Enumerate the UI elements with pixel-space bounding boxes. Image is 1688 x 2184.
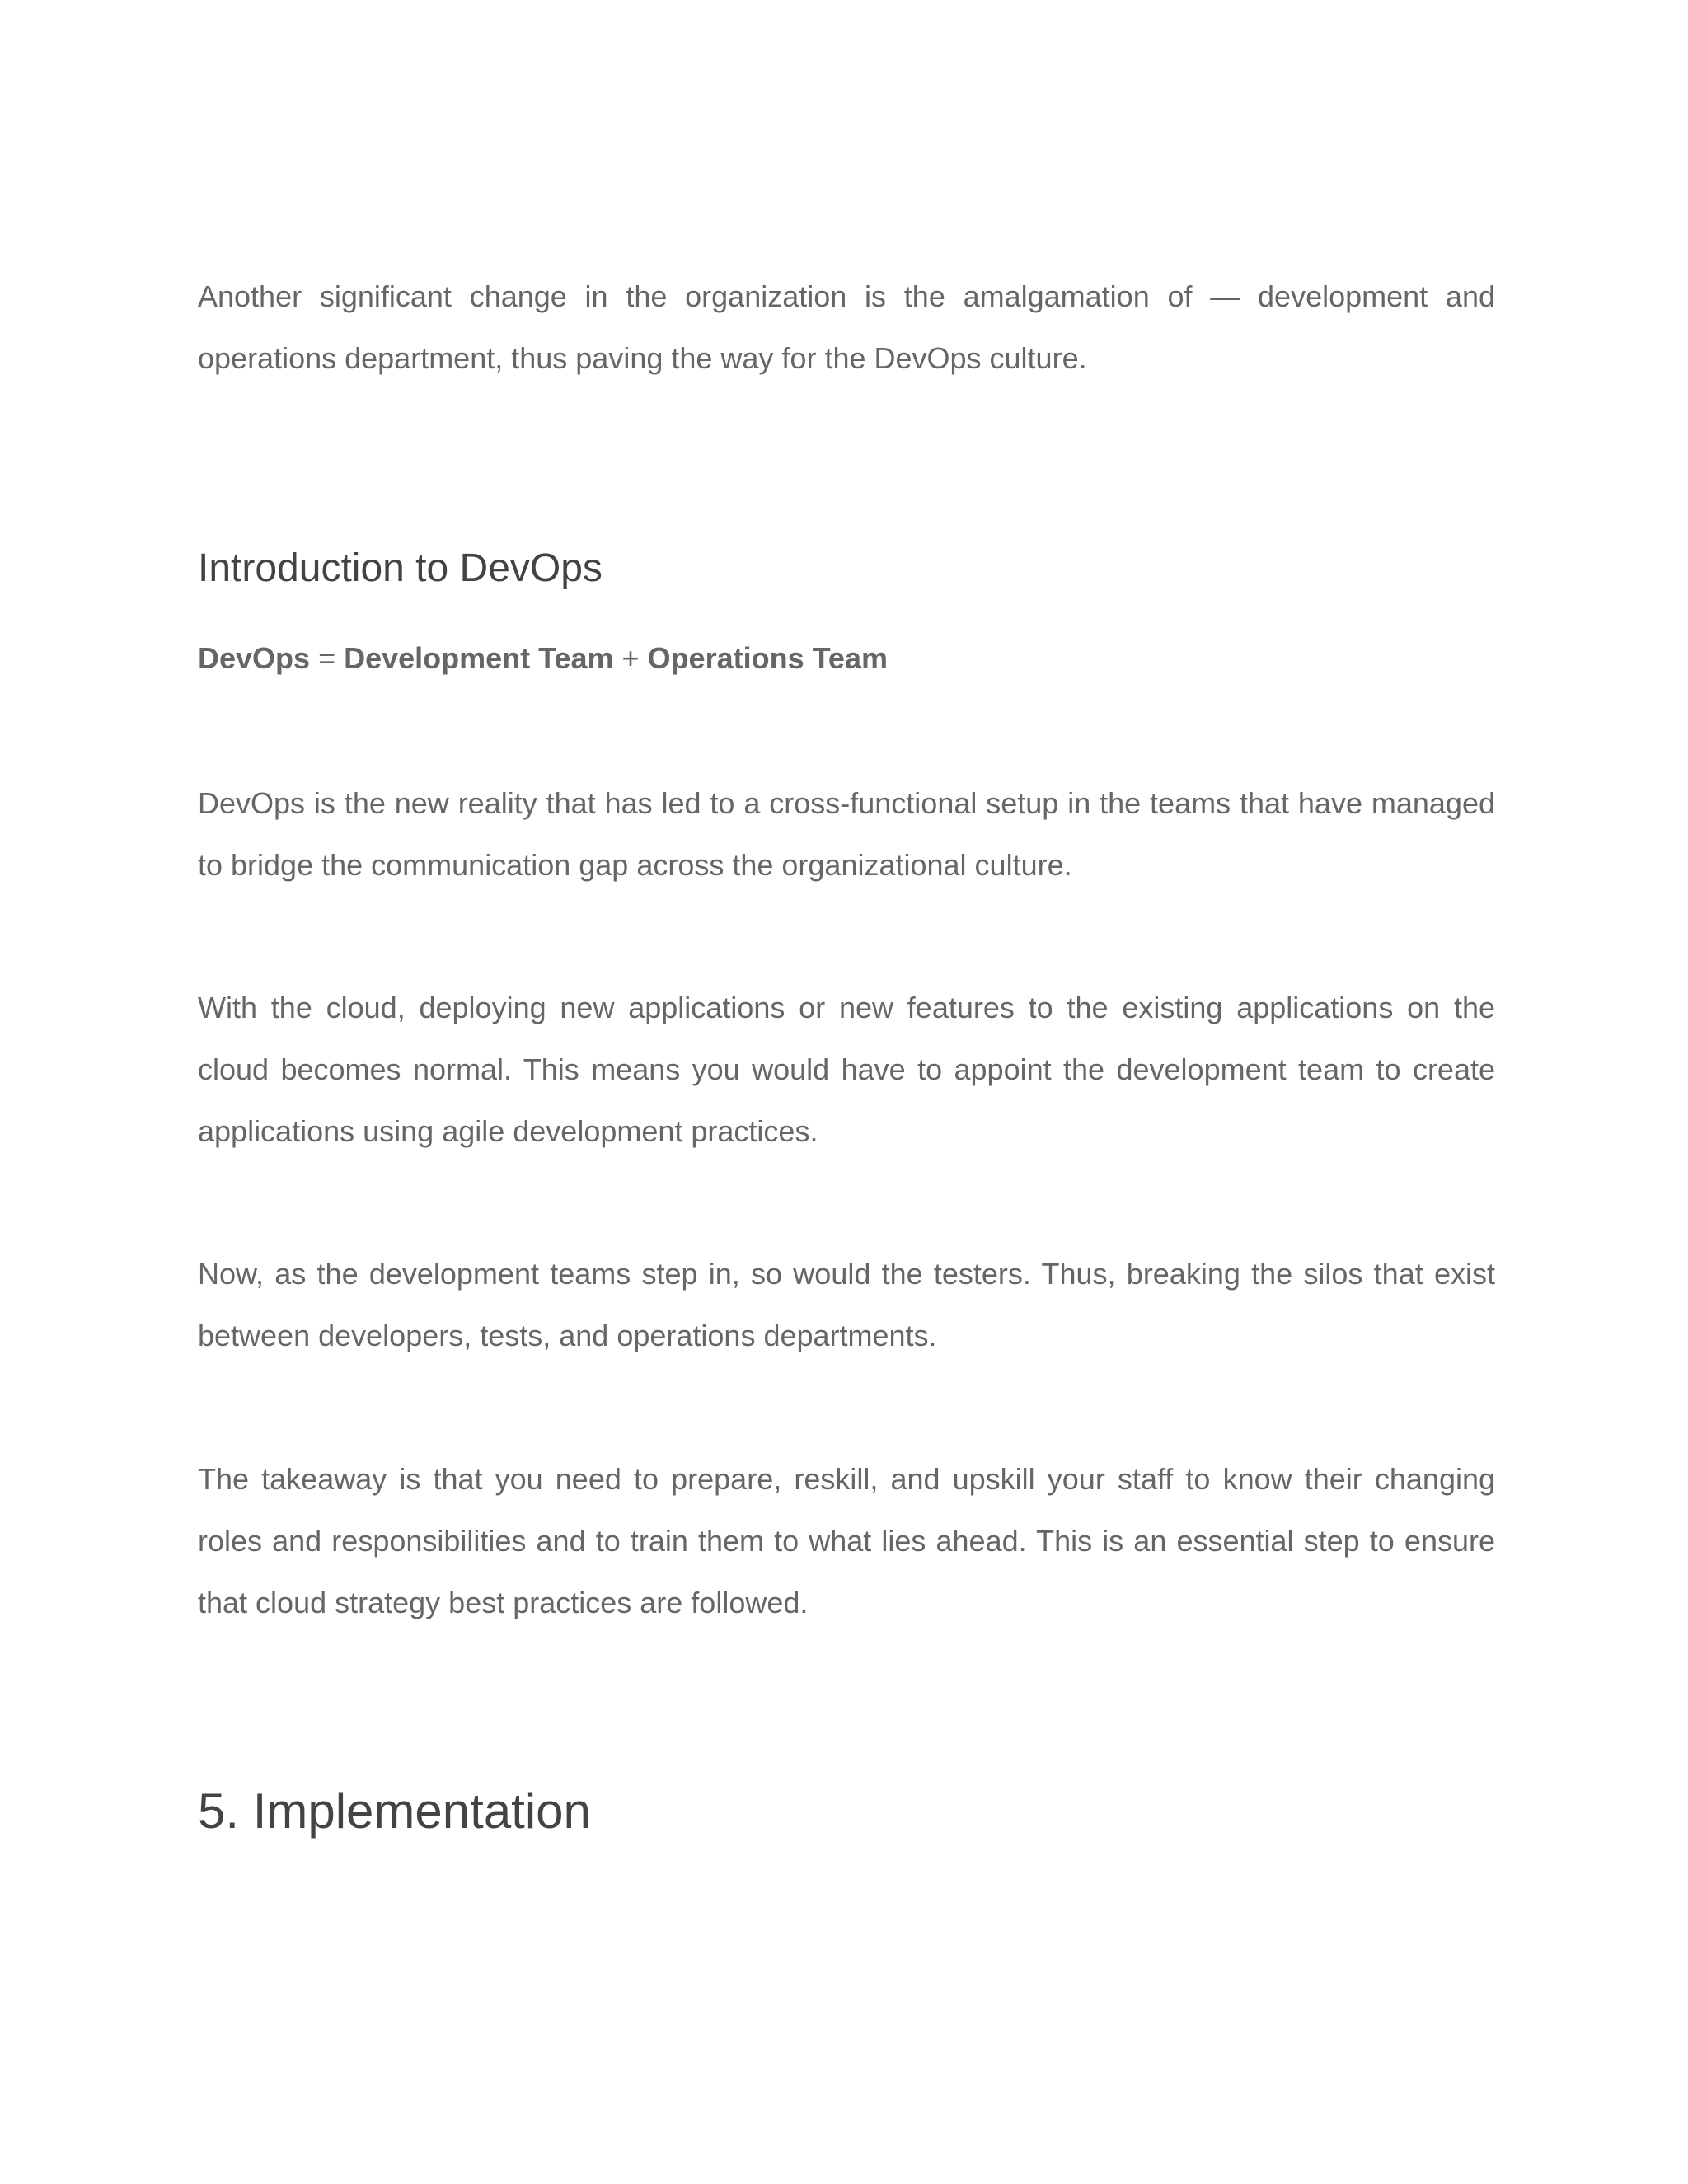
document-page bbox=[198, 0, 1495, 2184]
paragraph-devops-reality: DevOps is the new reality that has led to a cross-functional setup in the teams that have managed to bridge the communication gap across the organizational culture. bbox=[198, 786, 1495, 882]
paragraph-cloud-deployment: With the cloud, deploying new applications or new features to the existing applications on the cloud becomes normal. This means you would have to appoint the development team to create applications using agile development practices. bbox=[198, 991, 1495, 1148]
section-heading-introduction-to-devops: Introduction to DevOps bbox=[198, 546, 603, 590]
devops-formula bbox=[198, 638, 888, 679]
formula-term-operations-team: Operations Team bbox=[647, 641, 888, 675]
paragraph-testers: Now, as the development teams step in, so would the testers. Thus, breaking the silos that exist between developers, tests, and operations departments. bbox=[198, 1257, 1495, 1352]
formula-term-development-team: Development Team bbox=[344, 641, 614, 675]
paragraph-takeaway: The takeaway is that you need to prepare, reskill, and upskill your staff to know their changing roles and responsibilities and to train them to what lies ahead. This is an essential step to ensure that cloud strategy best practices are followed. bbox=[198, 1462, 1495, 1619]
formula-term-devops: DevOps bbox=[198, 641, 311, 675]
formula-plus: + bbox=[613, 641, 648, 675]
formula-equals: = bbox=[310, 641, 345, 675]
section-heading-implementation: 5. Implementation bbox=[198, 1783, 591, 1839]
intro-paragraph: Another significant change in the organization is the amalgamation of — development and operations department, thus paving the way for the DevOps culture. bbox=[198, 279, 1495, 375]
